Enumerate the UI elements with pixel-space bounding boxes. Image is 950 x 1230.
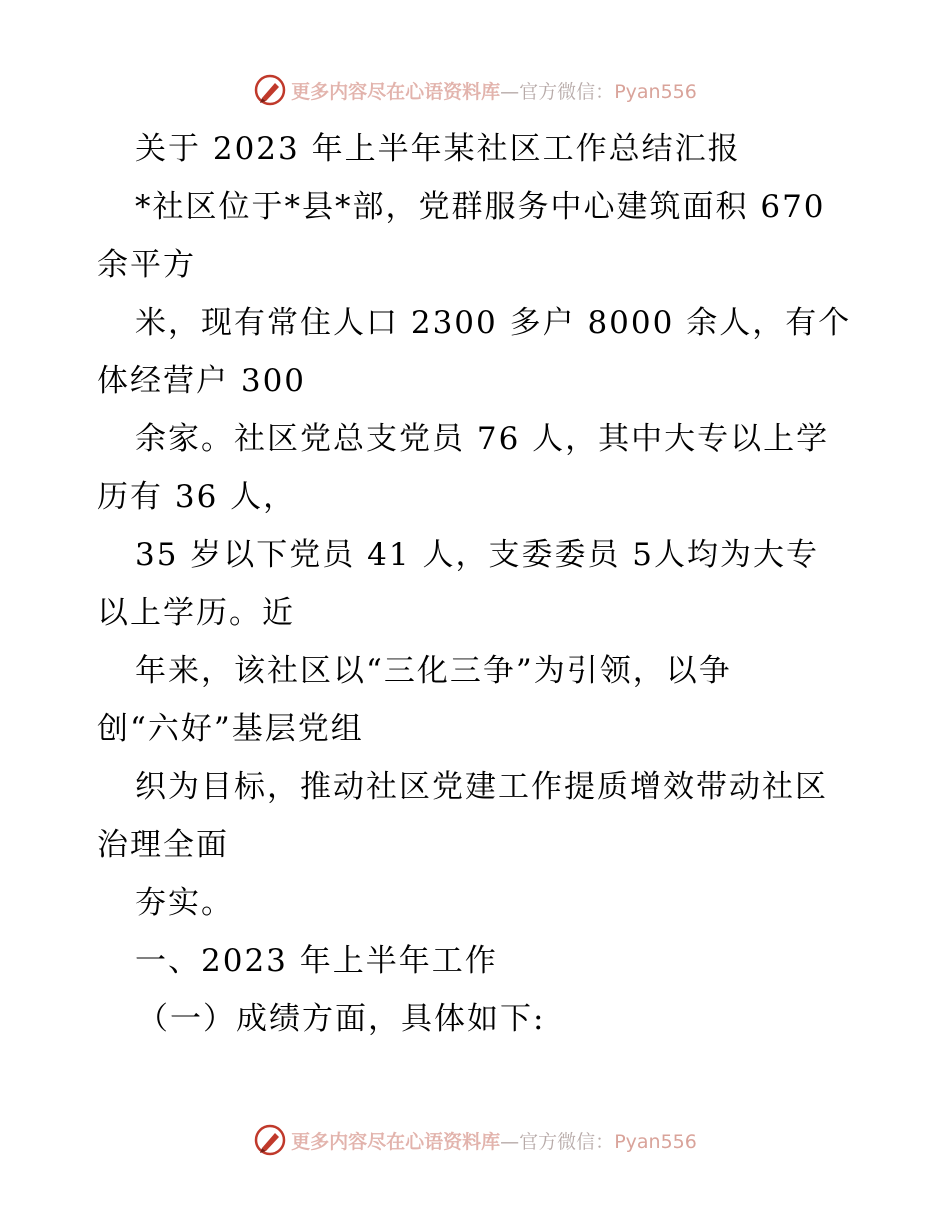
paragraph-line: 余平方 (97, 247, 196, 283)
watermark-separator: — (500, 80, 520, 103)
watermark-content (253, 1123, 697, 1157)
watermark-banner-top (0, 70, 950, 110)
subsection-heading: （一）成绩方面，具体如下: (137, 1001, 546, 1037)
watermark-label: 官方微信： (519, 80, 615, 103)
paragraph-line: 35 岁以下党员 41 人，支委委员 5人均为大专 (135, 537, 820, 573)
paragraph-line: 治理全面 (97, 827, 229, 863)
paragraph-line: 织为目标，推动社区党建工作提质增效带动社区 (135, 769, 828, 805)
section-heading: 一、2023 年上半年工作 (135, 943, 498, 979)
watermark-brand: 更多内容尽在心语资料库 (291, 80, 501, 103)
watermark-id: Pyan556 (614, 80, 697, 103)
watermark-label: 官方微信： (519, 1130, 615, 1153)
pen-logo-icon (253, 1123, 287, 1157)
pen-logo-icon (253, 73, 287, 107)
paragraph-line: 余家。社区党总支党员 76 人，其中大专以上学 (135, 421, 830, 457)
watermark-banner-bottom (0, 1120, 950, 1160)
paragraph-line: 年来，该社区以“三化三争”为引领，以争 (135, 653, 732, 689)
paragraph-line: 创“六好”基层党组 (97, 711, 364, 747)
paragraph-line: 以上学历。近 (97, 595, 295, 631)
paragraph-line: *社区位于*县*部，党群服务中心建筑面积 670 (135, 189, 826, 225)
watermark-id: Pyan556 (614, 1130, 697, 1153)
watermark-content (253, 73, 697, 107)
paragraph-line: 米，现有常住人口 2300 多户 8000 余人，有个 (135, 305, 852, 341)
watermark-text (291, 77, 697, 104)
paragraph-line: 历有 36 人， (97, 479, 297, 515)
watermark-text (291, 1127, 697, 1154)
document-body (97, 120, 867, 1048)
paragraph-line: 夯实。 (135, 885, 234, 921)
document-title: 关于 2023 年上半年某社区工作总结汇报 (135, 131, 741, 167)
watermark-brand: 更多内容尽在心语资料库 (291, 1130, 501, 1153)
paragraph-line: 体经营户 300 (97, 363, 307, 399)
watermark-separator: — (500, 1130, 520, 1153)
